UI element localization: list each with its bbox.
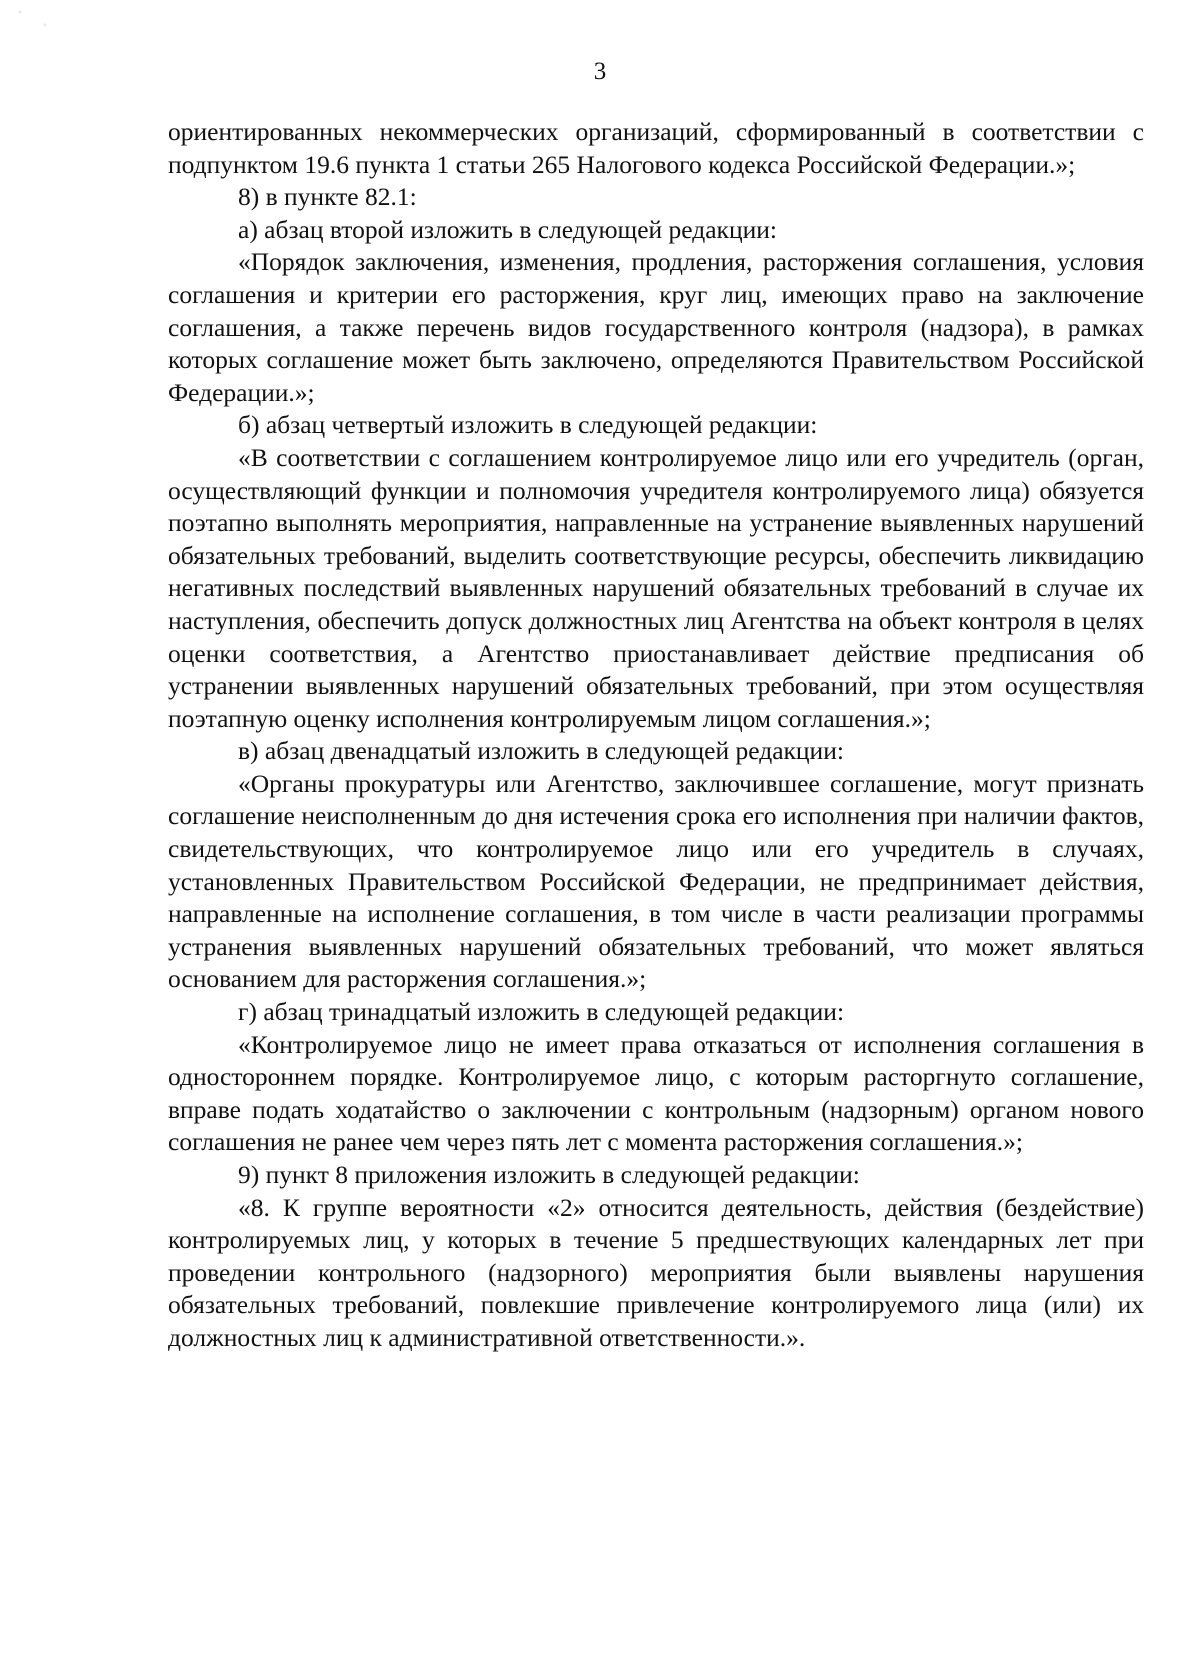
paragraph: «8. К группе вероятности «2» относится деятельность, действия (бездействие) контролируемых лиц, у которых в течение 5 предшествующих календарных лет при проведении контрольного (надзорного) мероприятия были выявлены нарушения обязательных требований, повлекшие привлечение контролируемого лица (или) их должностных лиц к административной ответственности.». — [168, 1192, 1144, 1352]
scan-artifact — [0, 0, 70, 40]
paragraph: «Контролируемое лицо не имеет права отказаться от исполнения соглашения в одностороннем порядке. Контролируемое лицо, с которым расторгнуто соглашение, вправе подать ходатайство о заключении с контрольным (надзорным) органом нового соглашения не ранее чем через пять лет с момента расторжения соглашения.»; — [168, 1029, 1144, 1157]
paragraph: г) абзац тринадцатый изложить в следующей редакции: — [238, 997, 845, 1027]
paragraph: 9) пункт 8 приложения изложить в следующей редакции: — [238, 1160, 860, 1189]
paragraph: «В соответствии с соглашением контролируемое лицо или его учредитель (орган, осуществляющий функции и полномочия учредителя контролируемого лица) обязуется поэтапно выполнять мероприятия, направленные на устранение выявленных нарушений обязательных требований, выделить соответствующие ресурсы, обеспечить ликвидацию негативных последствий выявленных нарушений обязательных требований в случае их наступления, обеспечить допуск должностных лиц Агентства на объект контроля в целях оценки соответствия, а Агентство приостанавливает действие предписания об устранении выявленных нарушений обязательных требований, при этом осуществляя поэтапную оценку исполнения контролируемым лицом соглашения.»; — [168, 442, 1144, 733]
document-body — [168, 116, 1144, 1355]
paragraph: 8) в пункте 82.1: — [238, 182, 417, 212]
paragraph: «Порядок заключения, изменения, продления, расторжения соглашения, условия соглашения и критерии его расторжения, круг лиц, имеющих право на заключение соглашения, а также перечень видов государственного контроля (надзора), в рамках которых соглашение может быть заключено, определяются Правительством Российской Федерации.»; — [168, 247, 1144, 407]
paragraph: «Органы прокуратуры или Агентство, заключившее соглашение, могут признать соглашение неисполненным до дня истечения срока его исполнения при наличии фактов, свидетельствующих, что контролируемое лицо или его учредитель в случаях, установленных Правительством Российской Федерации, не предпринимает действия, направленные на исполнение соглашения, в том числе в части реализации программы устранения выявленных нарушений обязательных требований, что может являться основанием для расторжения соглашения.»; — [168, 768, 1144, 994]
paragraph: а) абзац второй изложить в следующей редакции: — [238, 214, 777, 244]
paragraph: б) абзац четвертый изложить в следующей редакции: — [238, 410, 818, 440]
paragraph: в) абзац двенадцатый изложить в следующей редакции: — [238, 736, 844, 766]
page-number: 3 — [593, 58, 607, 85]
paragraph: ориентированных некоммерческих организаций, сформированный в соответствии с подпунктом 19.6 пункта 1 статьи 265 Налогового кодекса Российской Федерации.»; — [168, 117, 1144, 179]
